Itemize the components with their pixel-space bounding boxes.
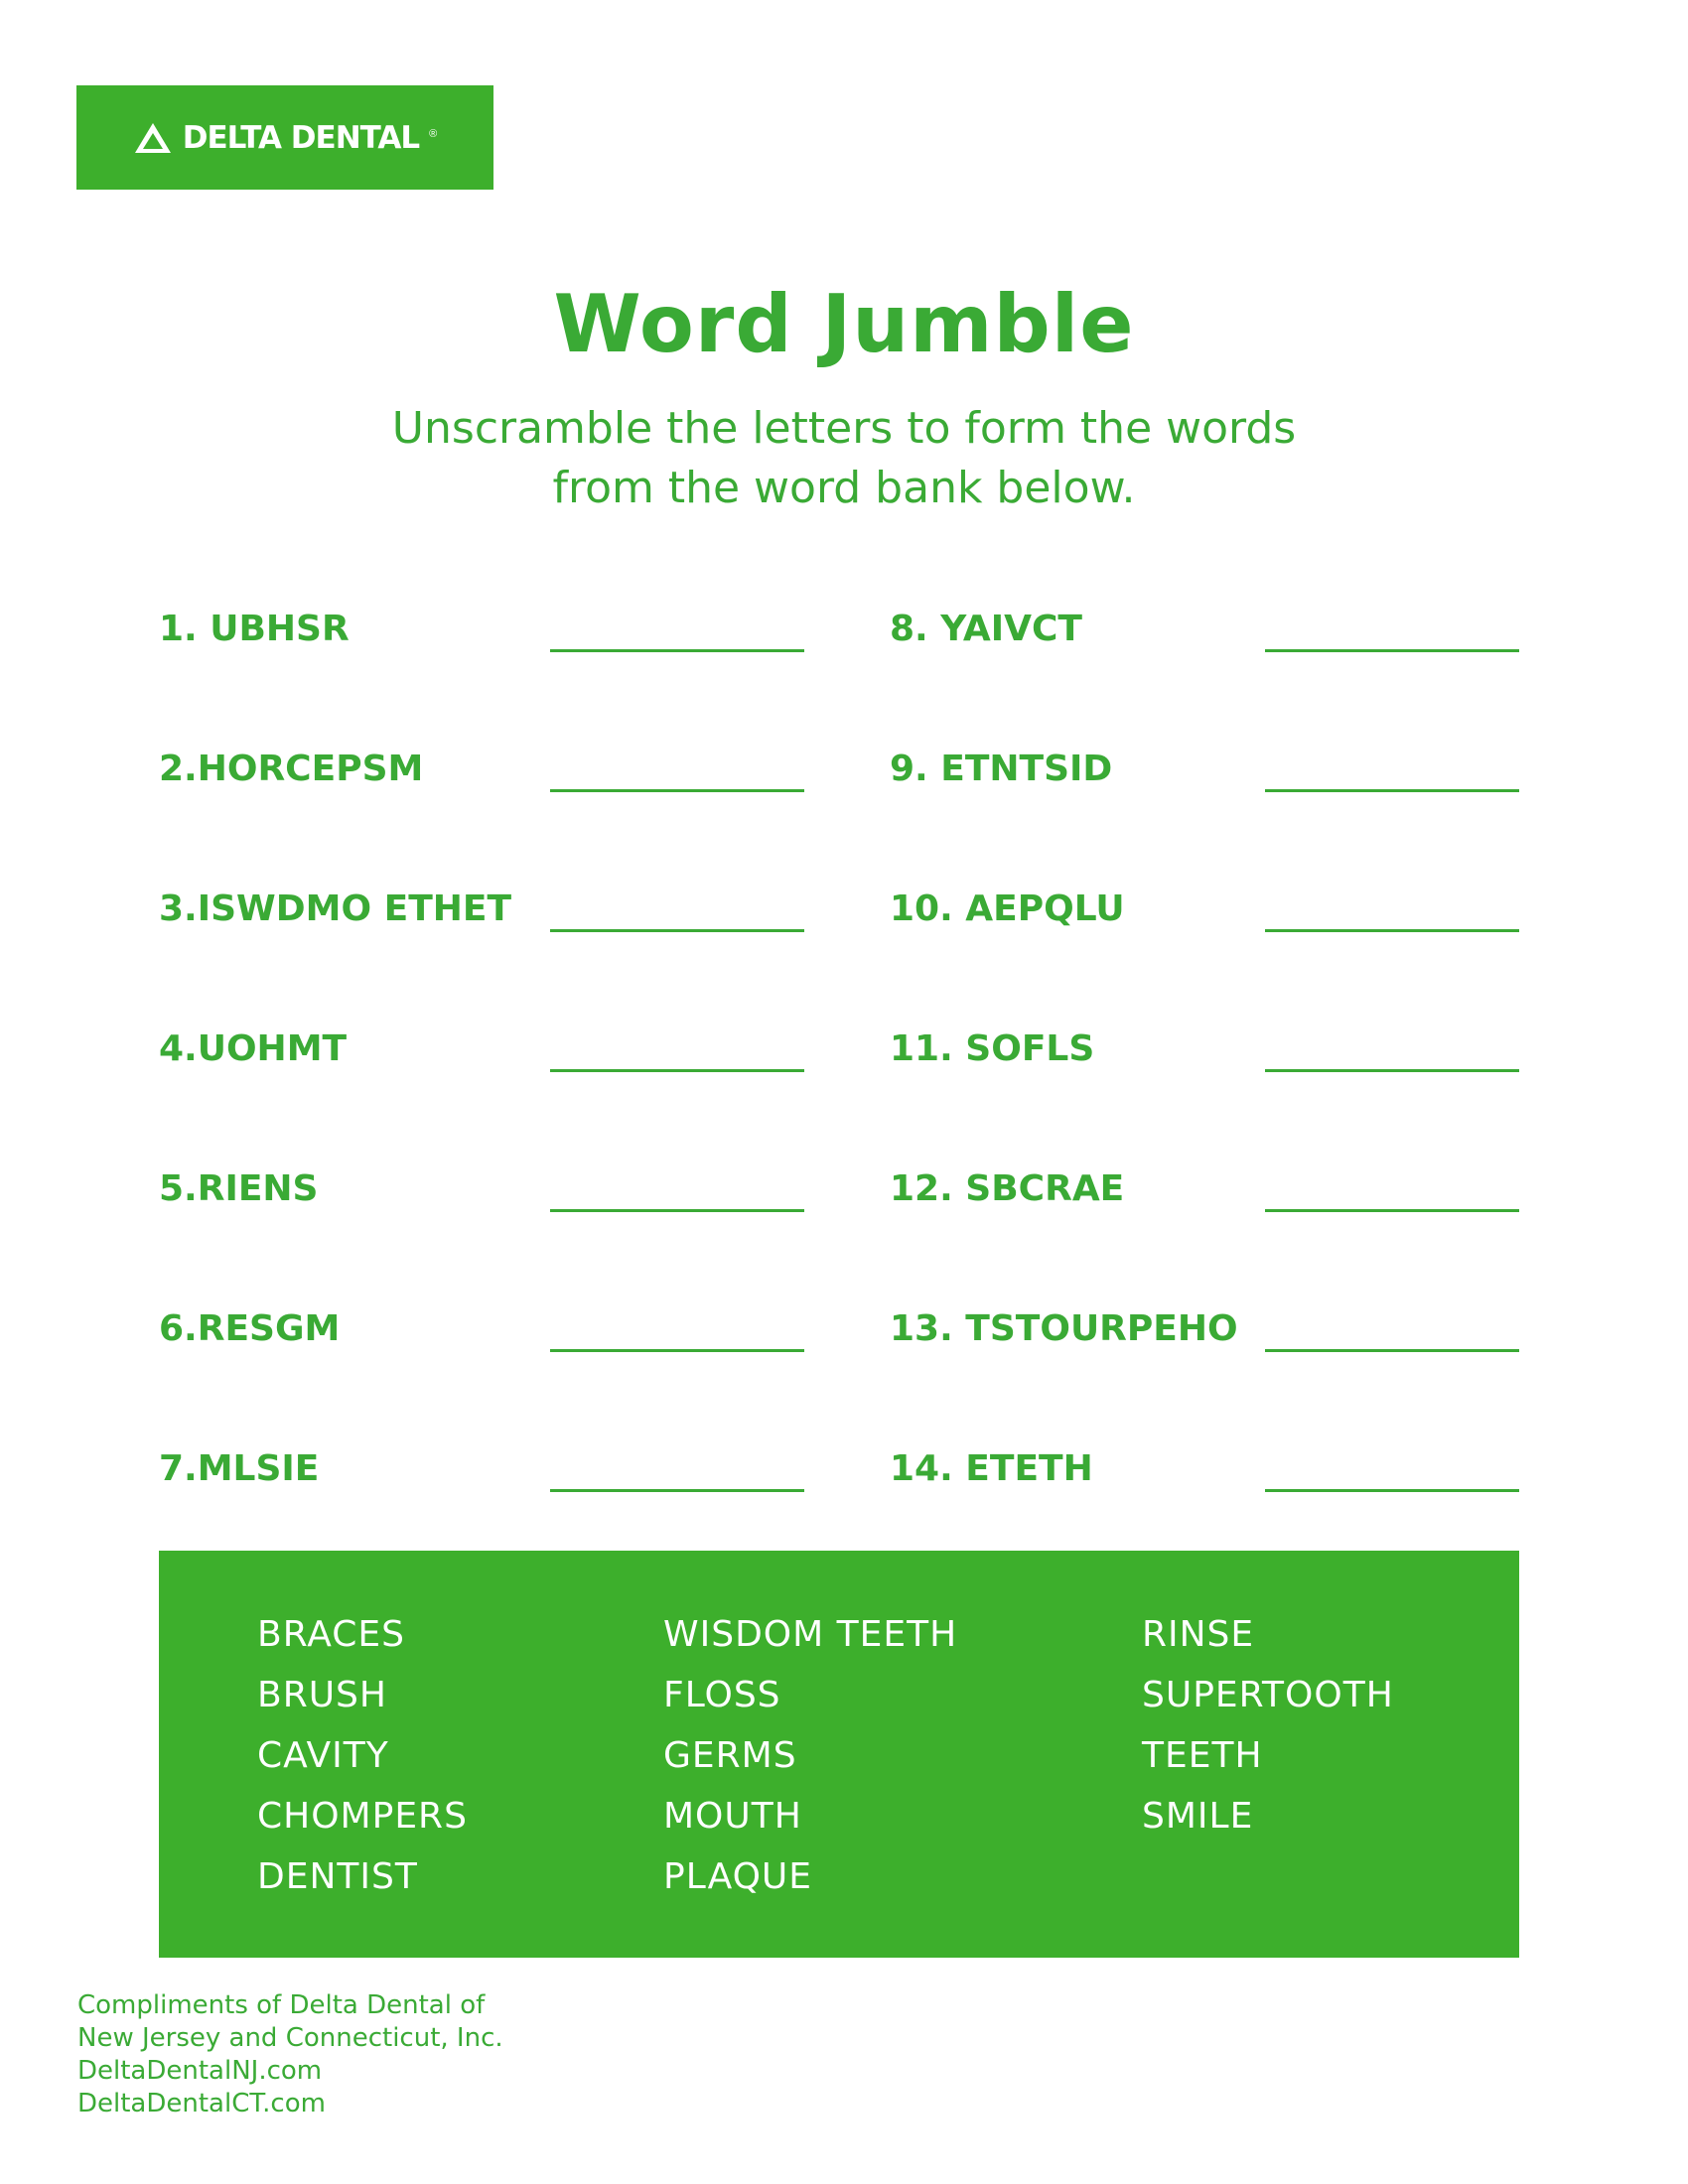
jumble-word: 13. TSTOURPEHO — [890, 1308, 1238, 1349]
jumble-item-3 — [159, 880, 804, 939]
jumble-item-12 — [890, 1160, 1525, 1219]
jumble-item-4 — [159, 1020, 804, 1079]
word-bank — [159, 1551, 1519, 1958]
word-bank-item: GERMS — [663, 1735, 797, 1776]
answer-line[interactable] — [1265, 1349, 1519, 1352]
answer-line[interactable] — [550, 929, 804, 932]
word-bank-column-3 — [1142, 1604, 1394, 1846]
word-bank-item: TEETH — [1142, 1735, 1263, 1776]
answer-line[interactable] — [1265, 1209, 1519, 1212]
jumble-word: 7.MLSIE — [159, 1448, 320, 1489]
jumble-word: 12. SBCRAE — [890, 1168, 1125, 1209]
word-bank-item: MOUTH — [663, 1796, 802, 1837]
answer-line[interactable] — [550, 789, 804, 792]
answer-line[interactable] — [550, 649, 804, 652]
registered-mark: ® — [429, 127, 438, 140]
footer-credits — [77, 1989, 503, 2120]
logo-text: DELTA DENTAL — [182, 119, 420, 156]
jumble-word: 6.RESGM — [159, 1308, 341, 1349]
word-bank-column-1 — [257, 1604, 468, 1907]
jumble-item-9 — [890, 740, 1525, 799]
word-bank-item: BRACES — [257, 1614, 405, 1655]
word-bank-item: PLAQUE — [663, 1856, 813, 1897]
footer-line: New Jersey and Connecticut, Inc. — [77, 2023, 503, 2053]
jumble-word: 9. ETNTSID — [890, 749, 1113, 789]
answer-line[interactable] — [550, 1069, 804, 1072]
jumble-word: 2.HORCEPSM — [159, 749, 424, 789]
answer-line[interactable] — [1265, 929, 1519, 932]
delta-dental-logo — [76, 85, 493, 190]
delta-triangle-icon — [133, 121, 173, 155]
jumble-item-8 — [890, 600, 1525, 659]
subtitle-line-2: from the word bank below. — [552, 463, 1136, 513]
jumble-item-6 — [159, 1299, 804, 1359]
word-bank-item: SMILE — [1142, 1796, 1254, 1837]
subtitle — [0, 399, 1688, 518]
page-title: Word Jumble — [553, 278, 1135, 370]
jumble-item-11 — [890, 1020, 1525, 1079]
jumble-item-7 — [159, 1439, 804, 1499]
jumble-word: 5.RIENS — [159, 1168, 319, 1209]
answer-line[interactable] — [550, 1209, 804, 1212]
jumble-word: 8. YAIVCT — [890, 609, 1082, 649]
answer-line[interactable] — [1265, 789, 1519, 792]
jumble-item-1 — [159, 600, 804, 659]
jumble-word: 1. UBHSR — [159, 609, 350, 649]
word-bank-item: CAVITY — [257, 1735, 389, 1776]
word-bank-item: RINSE — [1142, 1614, 1255, 1655]
word-bank-column-2 — [663, 1604, 957, 1907]
answer-line[interactable] — [1265, 1489, 1519, 1492]
footer-line: Compliments of Delta Dental of — [77, 1990, 486, 2020]
word-bank-item: DENTIST — [257, 1856, 418, 1897]
footer-link-nj[interactable]: DeltaDentalNJ.com — [77, 2056, 323, 2086]
answer-line[interactable] — [550, 1349, 804, 1352]
word-bank-item: SUPERTOOTH — [1142, 1675, 1394, 1715]
jumble-word: 10. AEPQLU — [890, 888, 1125, 929]
word-bank-item: WISDOM TEETH — [663, 1614, 958, 1655]
footer-link-ct[interactable]: DeltaDentalCT.com — [77, 2089, 326, 2118]
jumble-item-2 — [159, 740, 804, 799]
jumble-word: 3.ISWDMO ETHET — [159, 888, 512, 929]
answer-line[interactable] — [1265, 649, 1519, 652]
jumble-word: 14. ETETH — [890, 1448, 1093, 1489]
answer-line[interactable] — [1265, 1069, 1519, 1072]
word-bank-item: FLOSS — [663, 1675, 781, 1715]
jumble-word: 4.UOHMT — [159, 1028, 348, 1069]
answer-line[interactable] — [550, 1489, 804, 1492]
subtitle-line-1: Unscramble the letters to form the words — [391, 403, 1297, 454]
jumble-word: 11. SOFLS — [890, 1028, 1095, 1069]
jumble-item-10 — [890, 880, 1525, 939]
word-bank-item: BRUSH — [257, 1675, 387, 1715]
jumble-item-14 — [890, 1439, 1525, 1499]
jumble-item-13 — [890, 1299, 1525, 1359]
jumble-item-5 — [159, 1160, 804, 1219]
word-bank-item: CHOMPERS — [257, 1796, 468, 1837]
